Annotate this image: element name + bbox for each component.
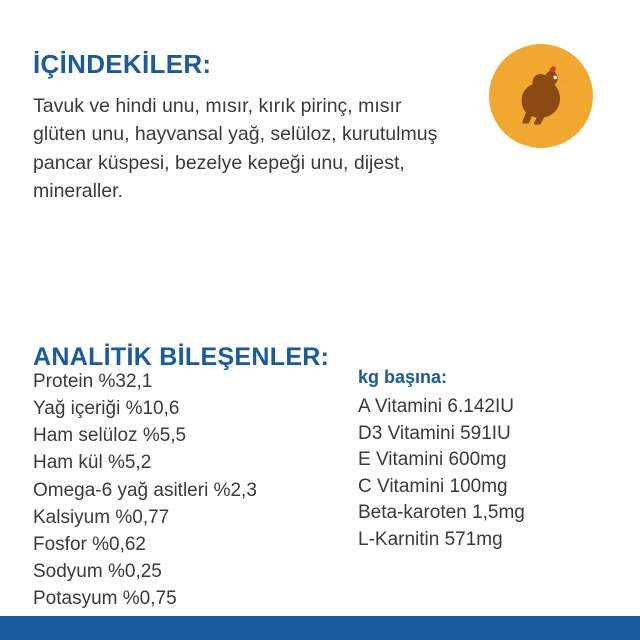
analysis-columns xyxy=(33,368,607,640)
list-item: Sodyum %0,25 xyxy=(33,561,162,583)
analysis-left-column xyxy=(33,368,358,640)
analysis-right-list xyxy=(358,394,607,554)
list-item: Omega-6 yağ asitleri %2,3 xyxy=(33,479,257,501)
analysis-left-list xyxy=(33,368,358,640)
list-item: D3 Vitamini 591IU xyxy=(358,422,511,444)
list-item: Ham kül %5,2 xyxy=(33,452,152,474)
bottom-brand-bar xyxy=(0,616,640,640)
list-item: Fosfor %0,62 xyxy=(33,533,146,555)
per-kg-heading: kg başına: xyxy=(358,367,448,387)
list-item: Potasyum %0,75 xyxy=(33,588,177,610)
list-item: C Vitamini 100mg xyxy=(358,475,508,497)
list-item: Protein %32,1 xyxy=(33,371,153,392)
chicken-badge xyxy=(489,44,593,148)
list-item: Beta-karoten 1,5mg xyxy=(358,502,525,524)
analysis-heading: ANALİTİK BİLEŞENLER: xyxy=(33,342,330,371)
list-item: Kalsiyum %0,77 xyxy=(33,506,170,528)
analysis-right-column xyxy=(358,368,607,640)
list-item: E Vitamini 600mg xyxy=(358,449,507,471)
list-item: Ham selüloz %5,5 xyxy=(33,425,187,447)
ingredients-body-text: Tavuk ve hindi unu, mısır, kırık pirinç, mısır glüten unu, hayvansal yağ, selüloz, kurutulmuş pancar küspesi, bezelye kepeği unu, dijest, mineraller. xyxy=(33,94,438,203)
ingredients-heading: İÇİNDEKİLER: xyxy=(33,49,212,80)
list-item: A Vitamini 6.142IU xyxy=(358,396,514,417)
list-item: Yağ içeriği %10,6 xyxy=(33,398,180,420)
list-item: L-Karnitin 571mg xyxy=(358,528,503,550)
